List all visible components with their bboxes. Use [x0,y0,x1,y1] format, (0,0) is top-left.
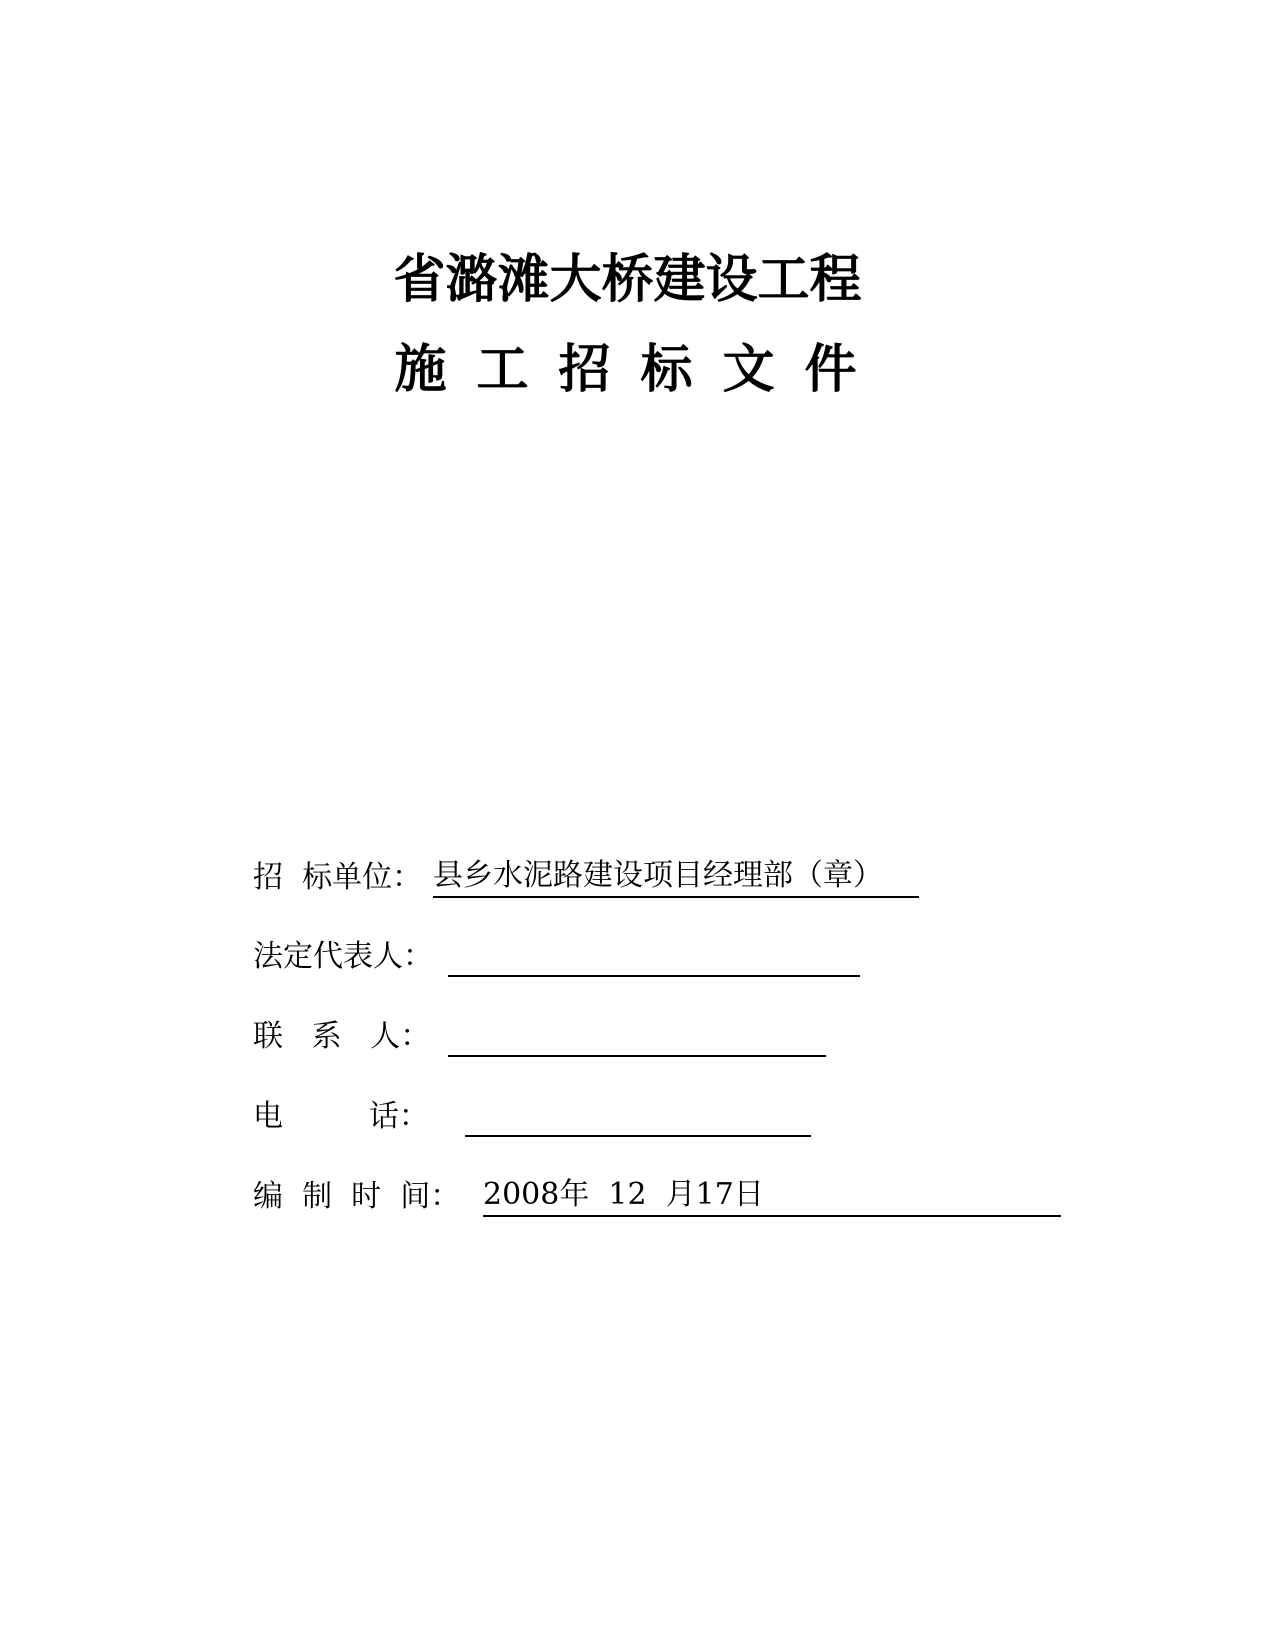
bidder-value: 县乡水泥路建设项目经理部（章） [433,856,919,898]
contact-person-label: 联 系 人： [253,1019,431,1054]
title-char: 文 [722,339,775,400]
prepared-date-label: 编 制 时 间： [253,1179,461,1214]
title-char: 件 [804,339,857,400]
prepared-date-row [253,1175,1083,1219]
document-title-line-1: 省潞滩大桥建设工程 [393,249,862,310]
document-title-line-2 [0,338,1263,402]
contact-person-field [448,1015,826,1057]
legal-representative-field [448,935,860,977]
bidder-label: 招 标单位： [253,860,423,895]
phone-row [253,1095,953,1139]
title-char: 施 [394,339,447,400]
phone-field [465,1095,811,1137]
title-char: 招 [558,339,611,400]
title-char: 工 [476,339,529,400]
bidder-row [253,856,953,900]
legal-representative-label: 法定代表人： [253,939,433,974]
contact-person-row [253,1015,953,1059]
title-char: 标 [640,339,693,400]
phone-label: 电 话： [253,1099,429,1134]
prepared-date-value: 2008年 12 月17日 [483,1175,1061,1217]
legal-representative-row [253,935,953,979]
